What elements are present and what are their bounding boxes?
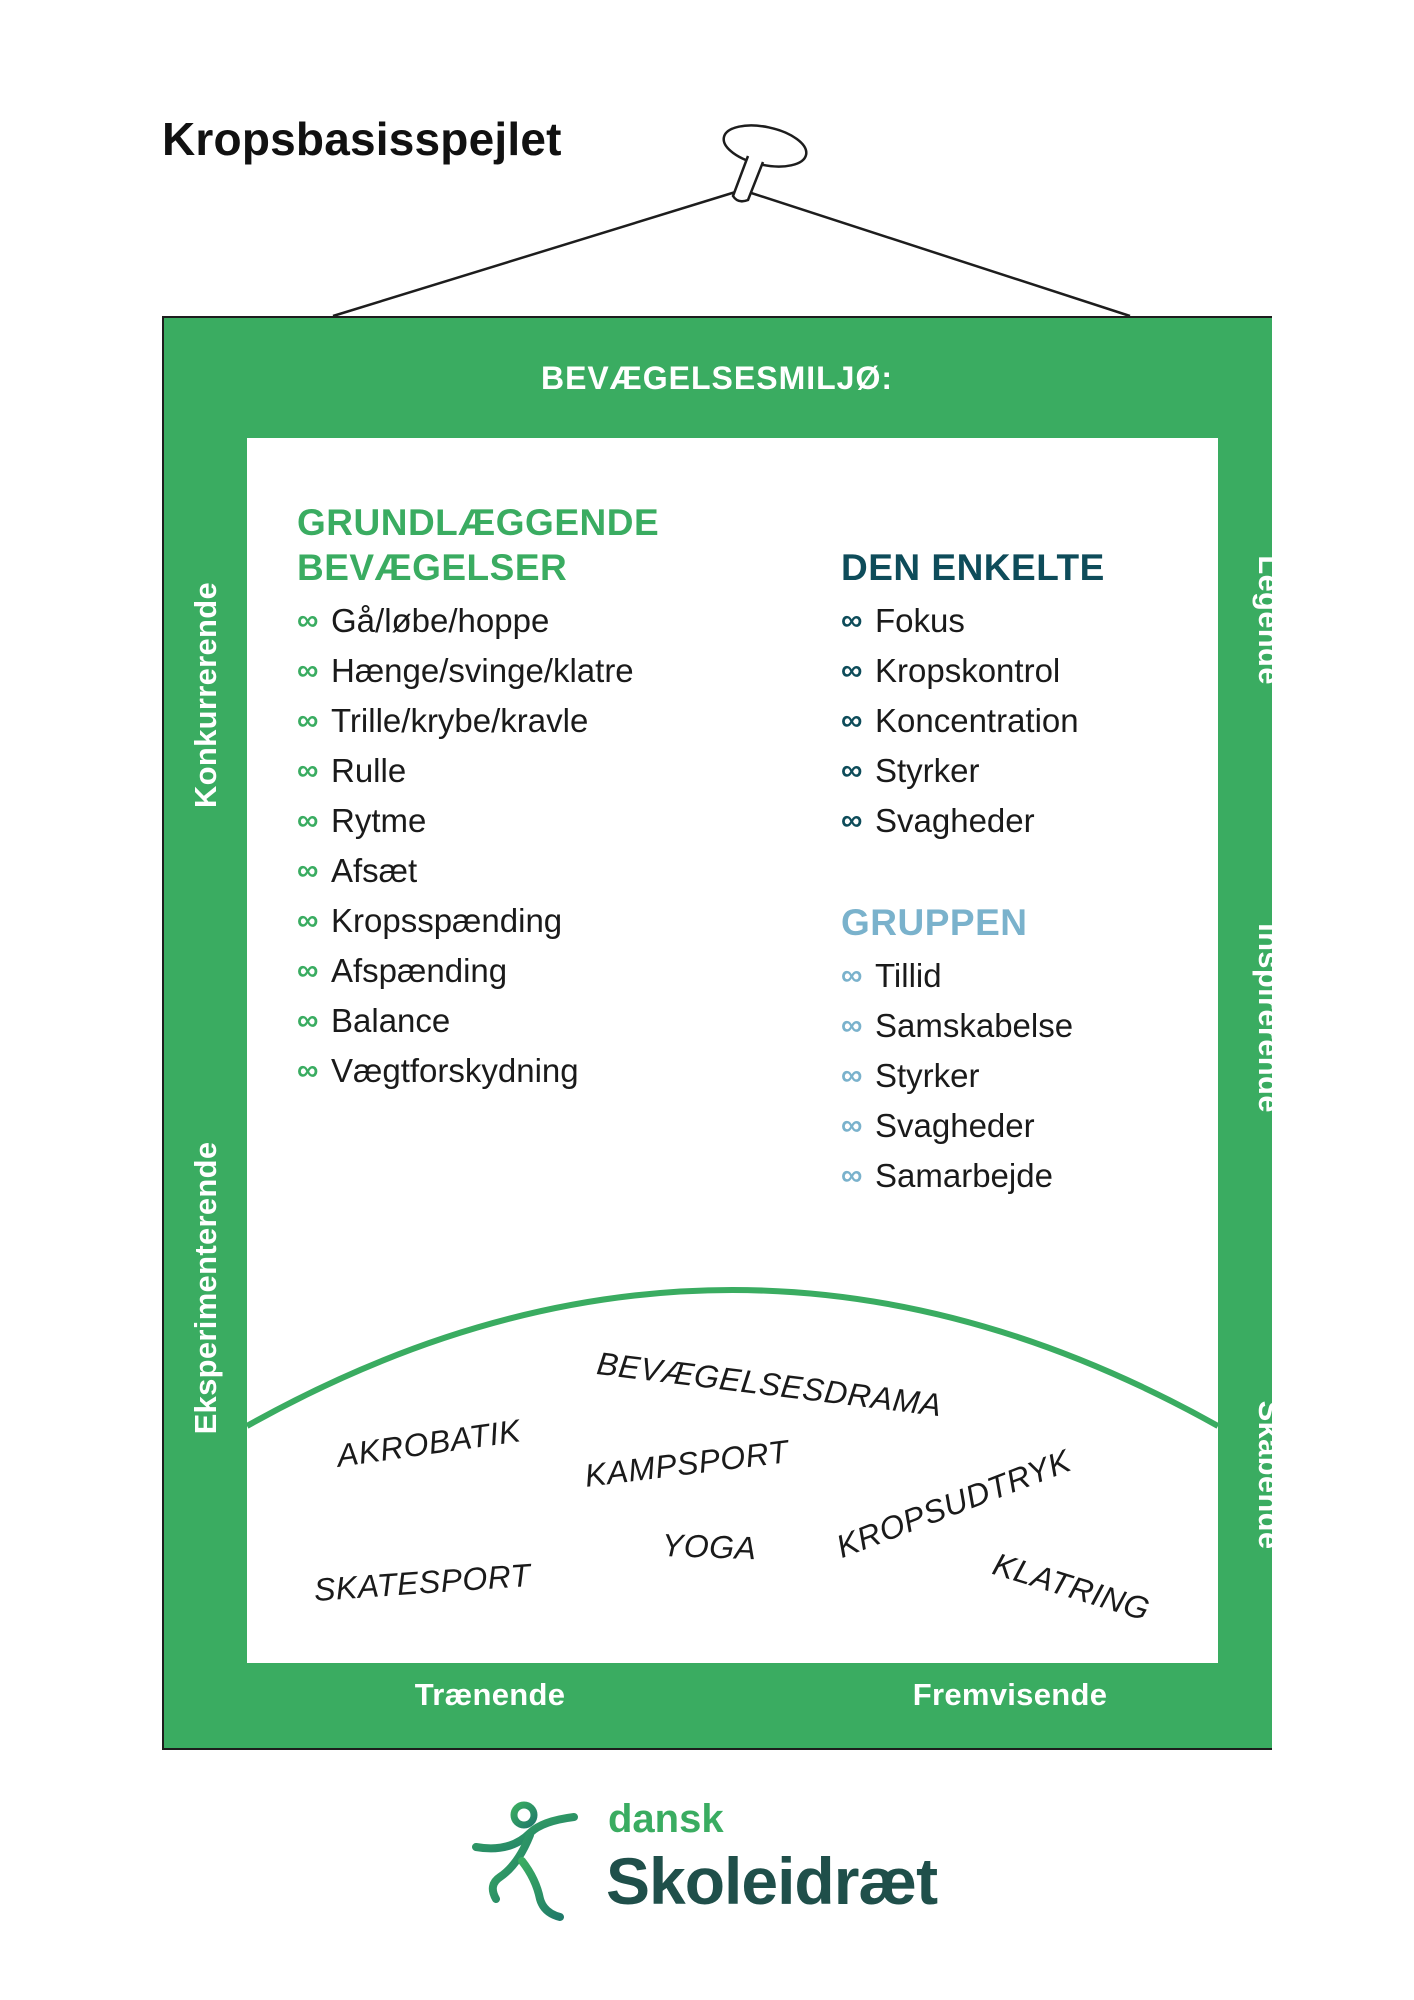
infinity-bullet-icon: ∞ bbox=[297, 904, 319, 937]
list-item-label: Kropsspænding bbox=[331, 902, 563, 939]
infinity-bullet-icon: ∞ bbox=[841, 704, 863, 737]
list-item-label: Koncentration bbox=[875, 702, 1079, 739]
list-item-label: Afspænding bbox=[331, 952, 508, 989]
infinity-bullet-icon: ∞ bbox=[841, 604, 863, 637]
list-item-label: Gå/løbe/hoppe bbox=[331, 602, 550, 639]
frame-bottom-label-traenende: Trænende bbox=[414, 1677, 566, 1712]
list-item-label: Svagheder bbox=[875, 1107, 1035, 1144]
activity-kropsudtryk: KROPSUDTRYK bbox=[831, 1442, 1076, 1565]
list-item bbox=[297, 746, 659, 796]
list-item bbox=[297, 646, 659, 696]
hanger-string-left bbox=[333, 190, 742, 316]
list-item-label: Balance bbox=[331, 1002, 451, 1039]
infinity-bullet-icon: ∞ bbox=[297, 804, 319, 837]
list-item bbox=[841, 951, 1073, 1001]
group-title: GRUPPEN bbox=[841, 902, 1028, 943]
infinity-bullet-icon: ∞ bbox=[841, 1109, 863, 1142]
individual-list bbox=[841, 596, 1105, 846]
list-item-label: Kropskontrol bbox=[875, 652, 1061, 689]
infinity-bullet-icon: ∞ bbox=[297, 854, 319, 887]
list-item bbox=[841, 696, 1105, 746]
list-item-label: Styrker bbox=[875, 752, 980, 789]
list-item bbox=[841, 596, 1105, 646]
list-item-label: Rytme bbox=[331, 802, 427, 839]
infinity-bullet-icon: ∞ bbox=[841, 1009, 863, 1042]
list-item bbox=[297, 796, 659, 846]
frame-top-label: BEVÆGELSESMILJØ: bbox=[540, 360, 894, 396]
basic-movements-title-line2: BEVÆGELSER bbox=[297, 547, 568, 588]
list-item bbox=[841, 746, 1105, 796]
frame-right-label-inspirerende: Inspirerende bbox=[1252, 923, 1287, 1113]
running-figure-icon bbox=[470, 1795, 580, 1925]
infinity-bullet-icon: ∞ bbox=[841, 1159, 863, 1192]
frame-right-label-legende: Legende bbox=[1252, 555, 1287, 685]
list-item bbox=[841, 796, 1105, 846]
activity-klatring: KLATRING bbox=[988, 1545, 1155, 1628]
list-item bbox=[297, 996, 659, 1046]
logo-word-dansk: dansk bbox=[608, 1797, 724, 1841]
activity-kampsport: KAMPSPORT bbox=[582, 1433, 791, 1494]
list-item-label: Vægtforskydning bbox=[331, 1052, 579, 1089]
basic-movements-title-line1: GRUNDLÆGGENDE bbox=[297, 502, 660, 543]
infinity-bullet-icon: ∞ bbox=[297, 1054, 319, 1087]
page-title: Kropsbasisspejlet bbox=[162, 113, 562, 165]
frame-left-label-konkurrerende: Konkurrerende bbox=[188, 581, 223, 809]
list-item bbox=[841, 1051, 1073, 1101]
basic-movements-title bbox=[297, 500, 659, 590]
frame-bottom-label-fremvisende: Fremvisende bbox=[912, 1677, 1108, 1712]
list-item-label: Afsæt bbox=[331, 852, 418, 889]
infinity-bullet-icon: ∞ bbox=[297, 604, 319, 637]
list-item-label: Svagheder bbox=[875, 802, 1035, 839]
list-item bbox=[841, 1001, 1073, 1051]
frame-right-label-skabende: Skabende bbox=[1252, 1400, 1287, 1550]
list-item-label: Fokus bbox=[875, 602, 965, 639]
infinity-bullet-icon: ∞ bbox=[297, 654, 319, 687]
infinity-bullet-icon: ∞ bbox=[841, 754, 863, 787]
nail-head-icon bbox=[720, 119, 810, 174]
logo bbox=[470, 1795, 970, 1935]
list-item bbox=[297, 896, 659, 946]
list-item-label: Trille/krybe/kravle bbox=[331, 702, 589, 739]
activity-skatesport: SKATESPORT bbox=[312, 1556, 532, 1608]
list-item-label: Samskabelse bbox=[875, 1007, 1074, 1044]
basic-movements-section bbox=[297, 500, 659, 1096]
list-item bbox=[297, 846, 659, 896]
infinity-bullet-icon: ∞ bbox=[297, 954, 319, 987]
activity-yoga: YOGA bbox=[661, 1527, 758, 1567]
hanger-illustration bbox=[0, 0, 1414, 330]
list-item bbox=[297, 596, 659, 646]
basic-movements-list bbox=[297, 596, 659, 1096]
list-item-label: Tillid bbox=[875, 957, 942, 994]
list-item bbox=[297, 1046, 659, 1096]
list-item-label: Samarbejde bbox=[875, 1157, 1053, 1194]
infinity-bullet-icon: ∞ bbox=[841, 804, 863, 837]
list-item bbox=[841, 1151, 1073, 1201]
group-list bbox=[841, 951, 1073, 1201]
activity-akrobatik: AKROBATIK bbox=[334, 1412, 523, 1474]
list-item-label: Rulle bbox=[331, 752, 407, 789]
activity-bevaegelsesdrama: BEVÆGELSESDRAMA bbox=[594, 1345, 944, 1424]
list-item-label: Hænge/svinge/klatre bbox=[331, 652, 634, 689]
individual-title: DEN ENKELTE bbox=[841, 547, 1105, 588]
list-item bbox=[297, 696, 659, 746]
infinity-bullet-icon: ∞ bbox=[297, 754, 319, 787]
arc-line bbox=[247, 1290, 1218, 1426]
list-item bbox=[841, 646, 1105, 696]
list-item-label: Styrker bbox=[875, 1057, 980, 1094]
infinity-bullet-icon: ∞ bbox=[841, 1059, 863, 1092]
infinity-bullet-icon: ∞ bbox=[297, 704, 319, 737]
infinity-bullet-icon: ∞ bbox=[297, 1004, 319, 1037]
hanger-string-right bbox=[742, 190, 1130, 316]
group-section bbox=[841, 900, 1073, 1201]
list-item bbox=[297, 946, 659, 996]
individual-section bbox=[841, 545, 1105, 846]
infinity-bullet-icon: ∞ bbox=[841, 654, 863, 687]
frame-left-label-eksperimenterende: Eksperimenterende bbox=[188, 1141, 223, 1435]
infinity-bullet-icon: ∞ bbox=[841, 959, 863, 992]
logo-word-skoleidraet: Skoleidræt bbox=[606, 1844, 938, 1918]
list-item bbox=[841, 1101, 1073, 1151]
